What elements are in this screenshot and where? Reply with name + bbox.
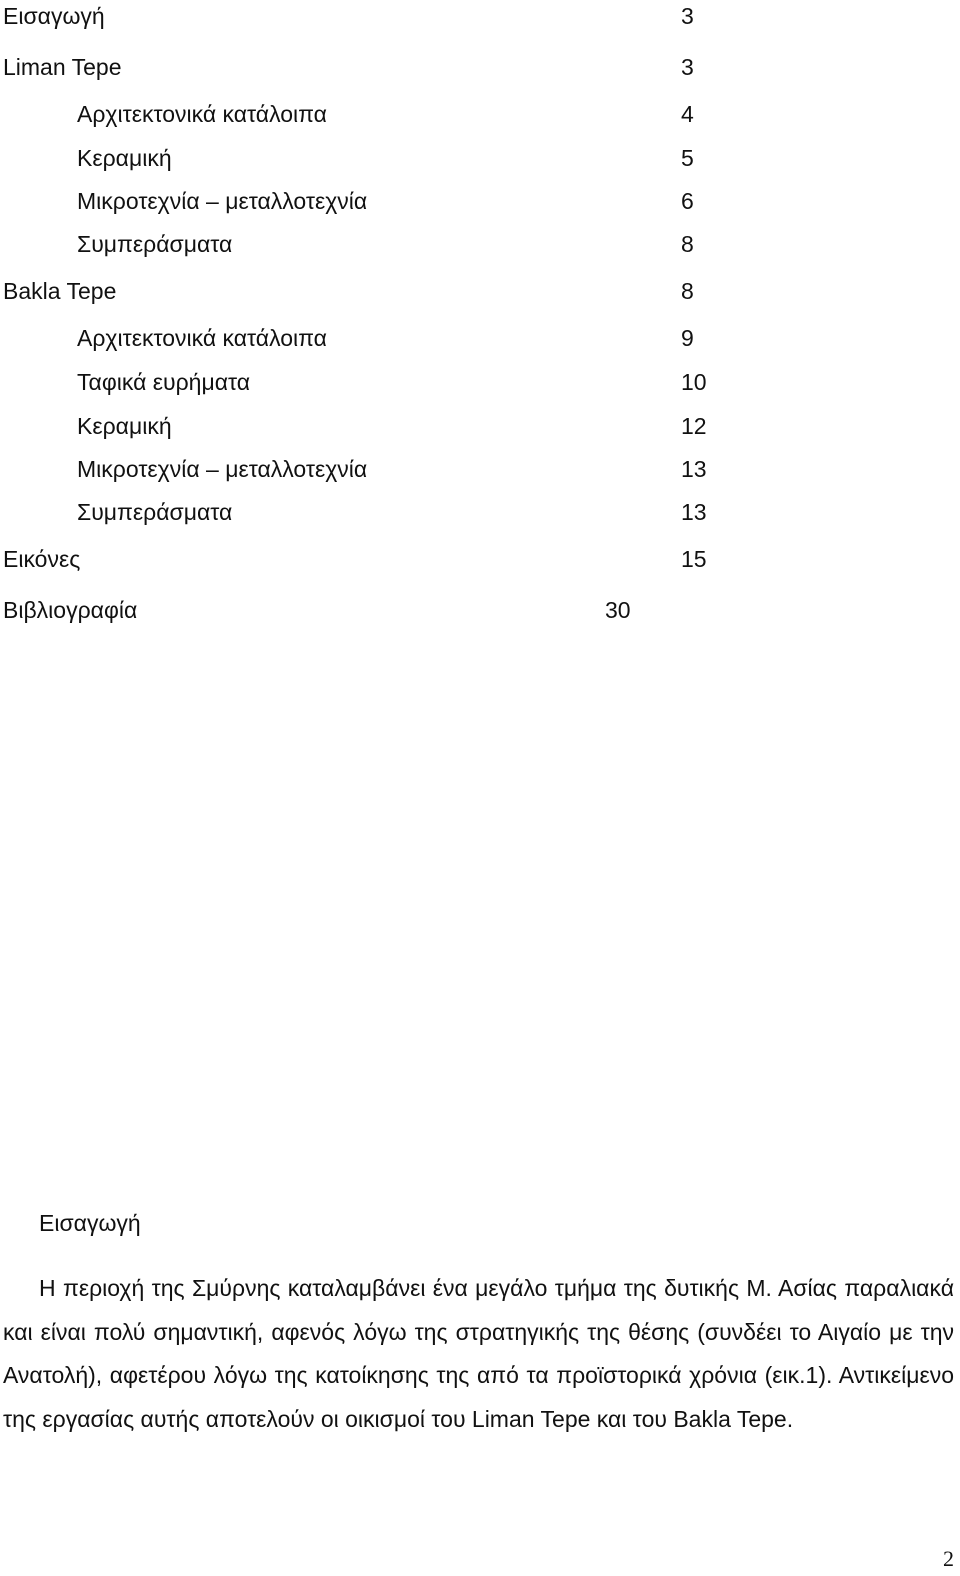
toc-entry-title: Εικόνες: [3, 546, 81, 572]
toc-entry-page: 13: [681, 499, 707, 525]
toc-entry-title: Βιβλιογραφία: [3, 597, 138, 623]
toc-entry-title: Συμπεράσματα: [77, 499, 233, 525]
toc-entry-page: 6: [681, 188, 694, 214]
section-heading: Εισαγωγή: [39, 1210, 141, 1236]
toc-entry-title: Αρχιτεκτονικά κατάλοιπα: [77, 101, 327, 127]
toc-entry-title: Μικροτεχνία – μεταλλοτεχνία: [77, 188, 368, 214]
toc-entry-title: Συμπεράσματα: [77, 231, 233, 257]
intro-paragraph: Η περιοχή της Σμύρνης καταλαμβάνει ένα μεγάλο τμήμα της δυτικής Μ. Ασίας παραλιακά και είναι πολύ σημαντική, αφενός λόγω της στρατηγικής της θέσης (συνδέει το Αιγαίο με την Ανατολή), αφετέρου λόγω της κατοίκησης της από τα προϊστορικά χρόνια (εικ.1). Αντικείμενο της εργασίας αυτής αποτελούν οι οικισμοί του Liman Tepe και του Bakla Tepe.: [3, 1275, 954, 1432]
toc-entry-page: 13: [681, 456, 707, 482]
toc-entry-page: 3: [681, 3, 694, 29]
page-number: 2: [943, 1546, 954, 1571]
toc-entry-title: Εισαγωγή: [3, 3, 105, 29]
toc-entry-page: 9: [681, 325, 694, 351]
toc-entry-page: 30: [605, 597, 631, 623]
toc-entry-page: 15: [681, 546, 707, 572]
toc-entry-title: Μικροτεχνία – μεταλλοτεχνία: [77, 456, 368, 482]
toc-entry-title: Ταφικά ευρήματα: [77, 369, 251, 395]
toc-entry-page: 12: [681, 413, 707, 439]
toc-entry-title: Liman Tepe: [3, 54, 122, 80]
toc-entry-title: Αρχιτεκτονικά κατάλοιπα: [77, 325, 327, 351]
toc-entry-page: 5: [681, 145, 694, 171]
toc-entry-page: 3: [681, 54, 694, 80]
toc-entry-title: Κεραμική: [77, 413, 172, 439]
toc-entry-page: 10: [681, 369, 707, 395]
toc-entry-title: Κεραμική: [77, 145, 172, 171]
toc-entry-page: 8: [681, 278, 694, 304]
toc-entry-page: 4: [681, 101, 694, 127]
toc-entry-page: 8: [681, 231, 694, 257]
toc-entry-title: Bakla Tepe: [3, 278, 117, 304]
